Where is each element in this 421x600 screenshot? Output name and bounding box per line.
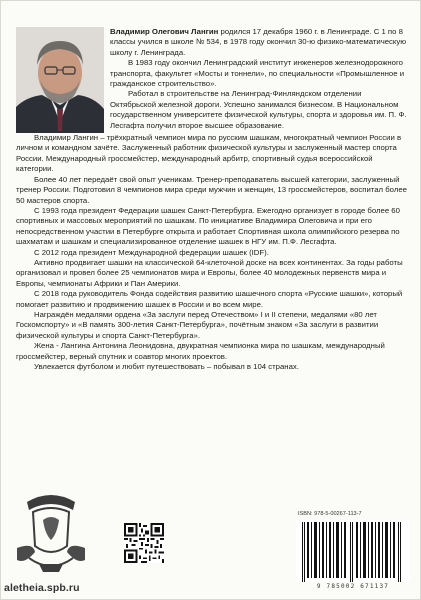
barcode-digits: 9 785002 671137 xyxy=(316,583,390,590)
isbn-label: ISBN: 978-5-00267-113-7 xyxy=(298,511,362,517)
bio-paragraph: В 1983 году окончил Ленинградский институт инженеров железнодорожного транспорта, факультет «Мосты и тоннели», по специальности «Промышленное и гражданское строительство». xyxy=(110,58,405,89)
bio-paragraph: Награждён медалями ордена «За заслуги перед Отечеством» I и II степени, медалями «80 лет Госкомспорту» и «В память 300-летия Санкт-Петербурга», почётным знаком «За заслуги в развитии физической культуры и спорта Санкт-Петербурга». xyxy=(16,309,379,340)
bio-paragraph: Увлекается футболом и любит путешествовать – побывал в 104 странах. xyxy=(34,362,299,371)
bio-paragraph: С 2012 года президент Международной федерации шашек (IDF). xyxy=(34,247,269,257)
bio-paragraph: Жена - Лангина Антонина Леонидовна, двукратная чемпионка мира по шашкам, международный гроссмейстер, верный спутник и соавтор многих проектов. xyxy=(16,341,385,361)
barcode-icon xyxy=(296,520,410,582)
publisher-emblem-icon xyxy=(13,484,89,574)
bio-paragraph: С 2018 года руководитель Фонда содействия развитию шашечного спорта «Русские шашки», который помогает развитию и продвижению шашек в России и во всем мире. xyxy=(16,289,403,309)
bio-paragraph: Активно продвигает шашки на классической 64-клеточной доске на всех континентах. За годы работы организовал и провел более 25 чемпионатов мира и Европы, более 40 молодежных первенств мира и Европы, чемпионаты Африки и Пан Америки. xyxy=(16,257,403,288)
author-biography xyxy=(16,27,409,372)
author-name: Владимир Олегович Лангин xyxy=(110,27,219,36)
bio-paragraph: Более 40 лет передаёт свой опыт ученикам. Тренер-преподаватель высшей категории, заслуженный тренер России. Подготовил 8 чемпионов мира среди мужчин и женщин, 13 гроссмейстеров, воспитал более 50 мастеров спорта. xyxy=(16,174,407,205)
bio-paragraph: С 1993 года президент Федерации шашек Санкт-Петербурга. Ежегодно организует в городе более 60 спортивных и массовых мероприятий по шашкам. По инициативе Владимира Олеговича и при его непосредственном участии в Петербурге открыта и работает Спортивная школа олимпийского резерва по шахматам и шашкам и специализированное отделение шашек в НГУ им. П.Ф. Лесгафта. xyxy=(16,205,400,247)
bio-paragraph: Работал в строительстве на Ленинград-Финляндском отделении Октябрьской железной дороги. Успешно занимался бизнесом. В Национальном государственном университете физической культуры, спорта и здоровья им. П. Ф. Лесгафта получил второе высшее образование. xyxy=(110,89,407,130)
bio-paragraph: Владимир Олегович Лангин родился 17 декабря 1960 г. в Ленинграде. С 1 по 8 классы учился в школе № 534, в 1978 году окончил 30-ю физико-математическую школу г. Ленинграда. xyxy=(110,27,407,57)
qr-code-icon[interactable] xyxy=(124,523,164,563)
bio-paragraph: Владимир Лангин – трёхкратный чемпион мира по русским шашкам, многократный чемпион России в личном и командном зачёте. Заслуженный работник физической культуры и заслуженный мастер спорта России. Международный гроссмейстер, международный арбитр, спортивный судья всероссийской категории. xyxy=(16,133,402,174)
publisher-website[interactable]: aletheia.spb.ru xyxy=(4,582,80,594)
